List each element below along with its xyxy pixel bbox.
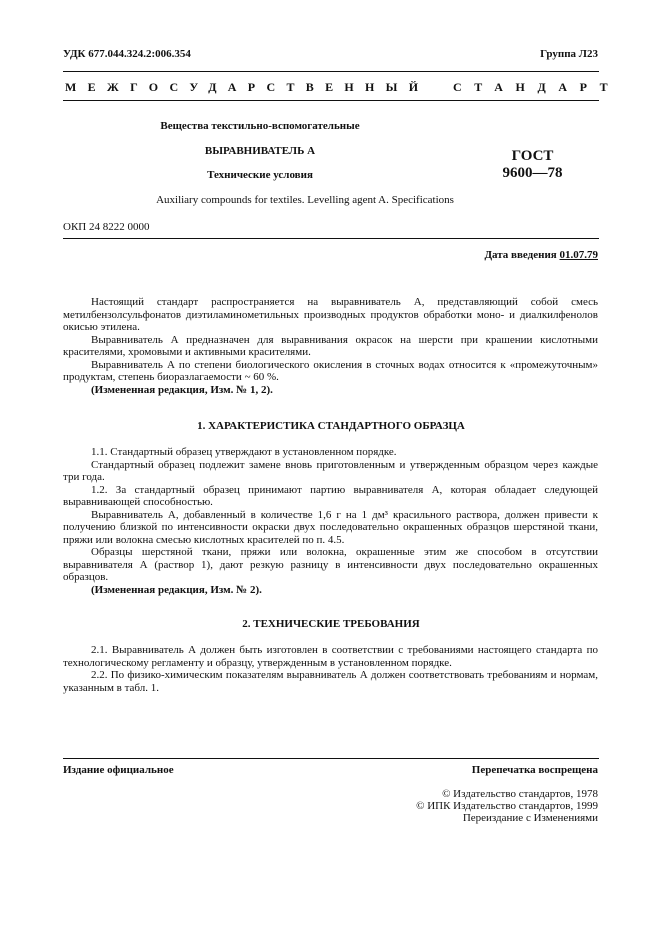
top-rule — [63, 71, 599, 72]
intro-paragraph-3: Выравниватель А по степени биологического окисления в сточных водах относится к «промежуточным» продуктам, степень биоразлагаемости ~ 60 %. — [63, 358, 598, 383]
okp-code: ОКП 24 8222 0000 — [63, 221, 150, 233]
section-1-amendment-note: (Измененная редакция, Изм. № 2). — [91, 583, 262, 596]
document-title: ВЫРАВНИВАТЕЛЬ А — [204, 145, 316, 157]
intro-paragraph-1: Настоящий стандарт распространяется на выравниватель А, представляющий собой смесь метилбензолсульфонатов диэтиламинометильных производных продуктов обработки моно- и диалкилфенолов окисью этилена. — [63, 296, 598, 333]
banner-interstate: МЕЖГОСУДАРСТВЕННЫЙ — [65, 80, 430, 94]
copyright-1978: © Издательство стандартов, 1978 — [442, 788, 598, 800]
intro-amendment-note: (Измененная редакция, Изм. № 1, 2). — [91, 383, 273, 396]
banner-standard: СТАНДАРТ — [453, 80, 621, 94]
document-conditions: Технические условия — [207, 169, 313, 181]
gost-label: ГОСТ — [511, 148, 554, 164]
section-1-paragraph-1: 1.1. Стандартный образец утверждают в установленном порядке. — [91, 446, 397, 458]
reprint-prohibited: Перепечатка воспрещена — [471, 764, 598, 776]
section-1-paragraph-3: 1.2. За стандартный образец принимают партию выравнивателя А, которая обладает следующей выравнивающей способностью. — [63, 483, 598, 508]
section-1-heading: 1. ХАРАКТЕРИСТИКА СТАНДАРТНОГО ОБРАЗЦА — [197, 420, 465, 432]
intro-date-value: 01.07.79 — [559, 249, 598, 261]
english-title: Auxiliary compounds for textiles. Levelling agent A. Specifications — [156, 194, 454, 206]
intro-section — [63, 296, 598, 396]
section-1-body — [63, 446, 598, 596]
section-1-paragraph-4: Выравниватель А, добавленный в количестве 1,6 г на 1 дм³ красильного раствора, должен привести к получению близкой по интенсивности окраски двух последовательно окрашенных образцов шерстяной ткани, пряжи или волокна смесью кислотных красителей по п. 4.5. — [63, 508, 598, 546]
intro-date-label: Дата введения — [484, 249, 557, 261]
section-1-paragraph-5: Образцы шерстяной ткани, пряжи или волокна, окрашенные этим же способом в отсутствии выравнивателя А (раствор 1), дают резкую разницу в интенсивности двух последовательно окрашенных образцов. — [63, 546, 598, 583]
section-2-body — [63, 644, 598, 694]
okp-rule — [63, 238, 599, 239]
section-2-paragraph-1: 2.1. Выравниватель А должен быть изготовлен в соответствии с требованиями настоящего стандарта по технологическому регламенту и образцу, утвержденным в установленном порядке. — [63, 644, 598, 669]
gost-number: 9600—78 — [502, 165, 563, 181]
footer-rule — [63, 758, 599, 759]
intro-paragraph-2: Выравниватель А предназначен для выравнивания окрасок на шерсти при крашении кислотными красителями, хромовыми и активными красителями. — [63, 333, 598, 358]
intro-date — [400, 249, 598, 262]
section-2-heading: 2. ТЕХНИЧЕСКИЕ ТРЕБОВАНИЯ — [242, 618, 420, 630]
official-edition: Издание официальное — [63, 764, 174, 776]
banner-rule — [63, 100, 599, 101]
section-1-paragraph-2: Стандартный образец подлежит замене вновь приготовленным и утвержденным образцом через каждые три года. — [63, 458, 598, 483]
section-2-paragraph-2: 2.2. По физико-химическим показателям выравниватель А должен соответствовать требованиям и нормам, указанным в табл. 1. — [63, 669, 598, 694]
reissue-note: Переиздание с Изменениями — [462, 812, 598, 824]
group-code: Группа Л23 — [540, 48, 598, 60]
udk-code: УДК 677.044.324.2:006.354 — [63, 48, 191, 60]
document-subtitle: Вещества текстильно-вспомогательные — [160, 120, 360, 132]
copyright-1999: © ИПК Издательство стандартов, 1999 — [416, 800, 598, 812]
